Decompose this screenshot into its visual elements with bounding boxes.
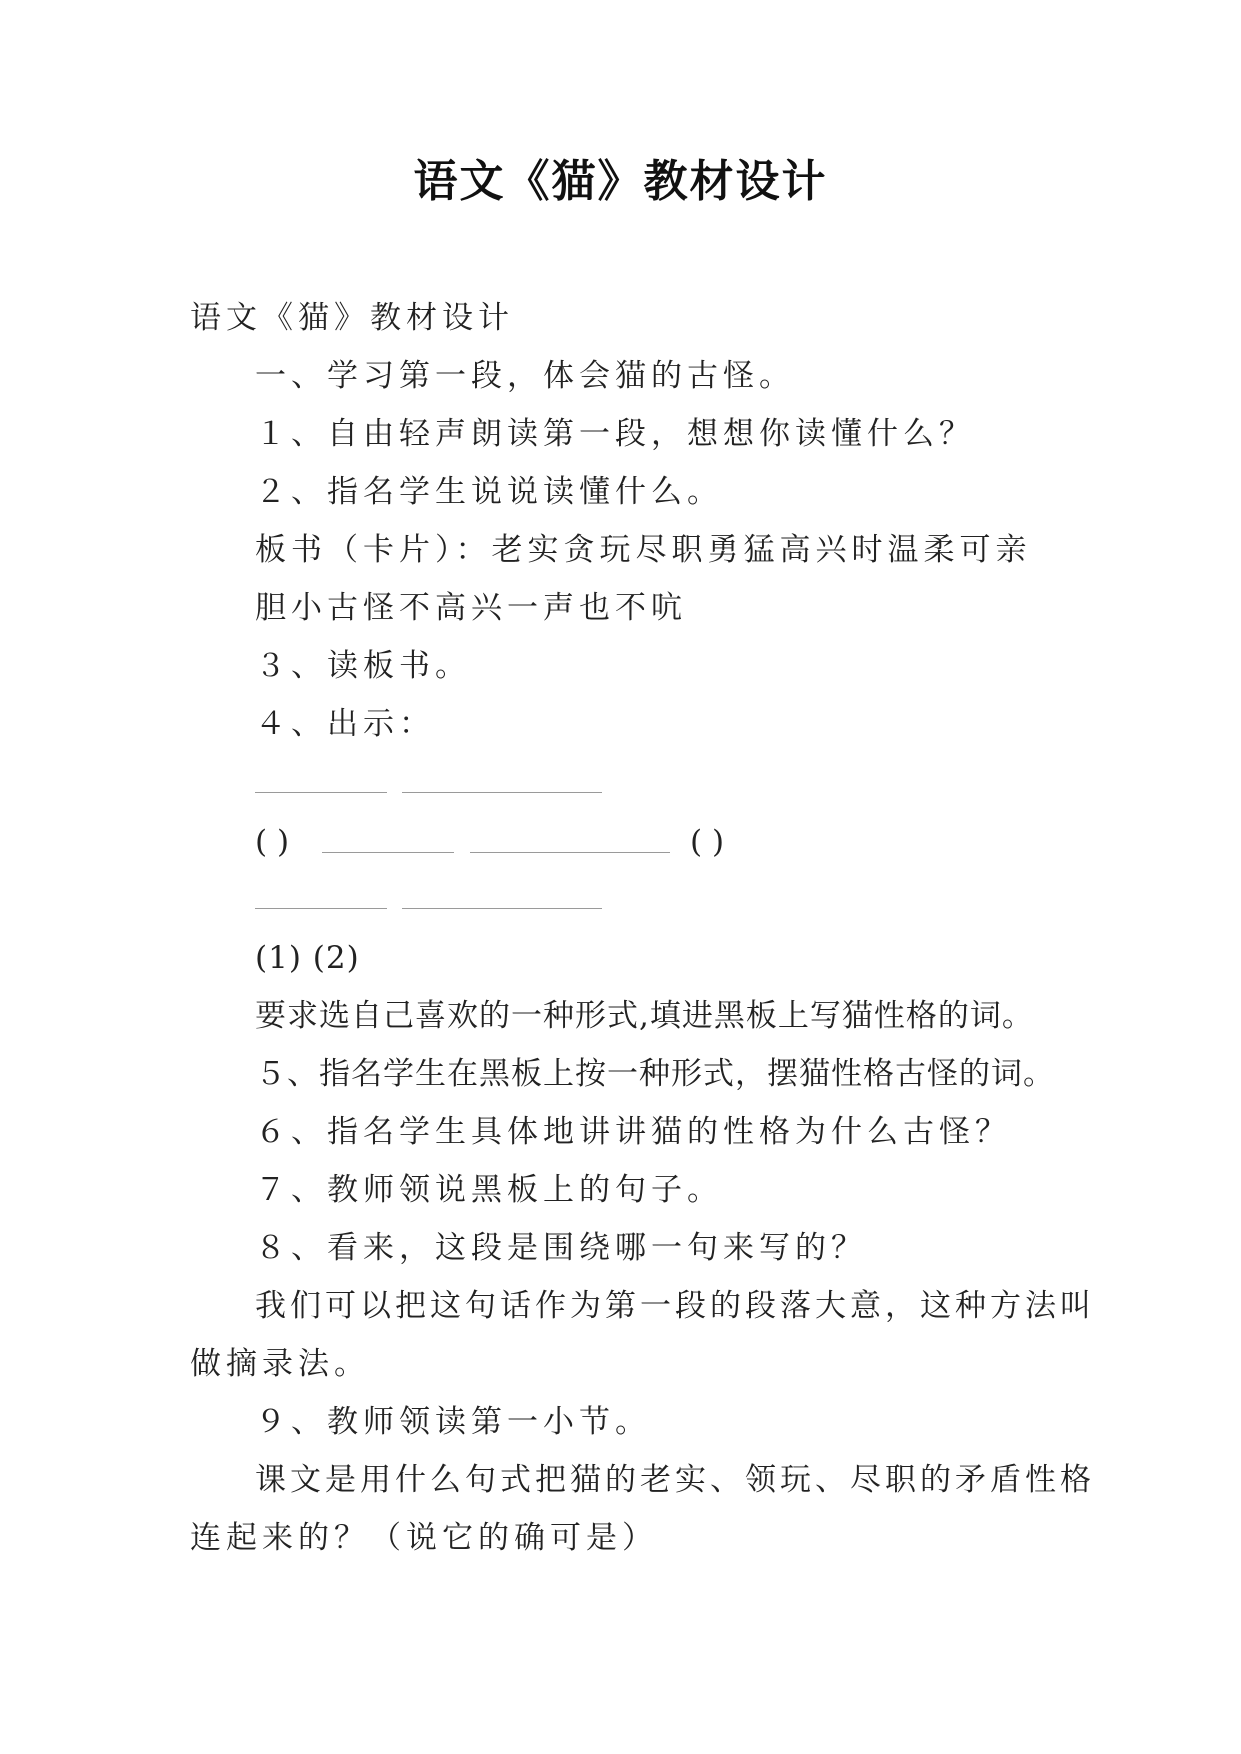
- fill-blank: [470, 852, 670, 853]
- fill-blank: [255, 908, 387, 909]
- text-line: ８、看来，这段是围绕哪一句来写的？: [255, 1230, 867, 1266]
- paren-left: ( ): [255, 824, 290, 860]
- blank-row: [0, 908, 1241, 910]
- document-title: 语文《猫》教材设计: [413, 156, 828, 207]
- fill-blank: [402, 908, 602, 909]
- subtitle-line: 语文《猫》教材设计: [190, 300, 514, 336]
- paren-right: ( ): [690, 824, 725, 860]
- text-line: １、自由轻声朗读第一段，想想你读懂什么？: [255, 416, 975, 452]
- text-line: ６、指名学生具体地讲讲猫的性格为什么古怪？: [255, 1114, 1011, 1150]
- text-line: 课文是用什么句式把猫的老实、领玩、尽职的矛盾性格: [255, 1462, 1095, 1498]
- text-line: 做摘录法。: [190, 1346, 370, 1382]
- text-line: ７、教师领说黑板上的句子。: [255, 1172, 723, 1208]
- text-line: 一、学习第一段，体会猫的古怪。: [255, 358, 795, 394]
- text-line: ４、出示：: [255, 706, 435, 742]
- text-line: ３、读板书。: [255, 648, 471, 684]
- text-line: 连起来的？（说它的确可是）: [190, 1520, 658, 1556]
- blank-row: [0, 792, 1241, 794]
- text-line: 板书（卡片）：老实贪玩尽职勇猛高兴时温柔可亲: [255, 532, 1032, 568]
- text-line: 胆小古怪不高兴一声也不吭: [255, 590, 687, 626]
- fill-blank: [402, 792, 602, 793]
- text-line: ５、指名学生在黑板上按一种形式，摆猫性格古怪的词。: [255, 1056, 1055, 1092]
- text-line: ９、教师领读第一小节。: [255, 1404, 651, 1440]
- blank-row: [0, 852, 1241, 854]
- text-line: ２、指名学生说说读懂什么。: [255, 474, 723, 510]
- fill-blank: [322, 852, 454, 853]
- text-line: 我们可以把这句话作为第一段的段落大意，这种方法叫: [255, 1288, 1095, 1324]
- fill-blank: [255, 792, 387, 793]
- numbered-labels: (1) (2): [255, 940, 360, 976]
- text-line: 要求选自己喜欢的一种形式,填进黑板上写猫性格的词。: [255, 998, 1034, 1034]
